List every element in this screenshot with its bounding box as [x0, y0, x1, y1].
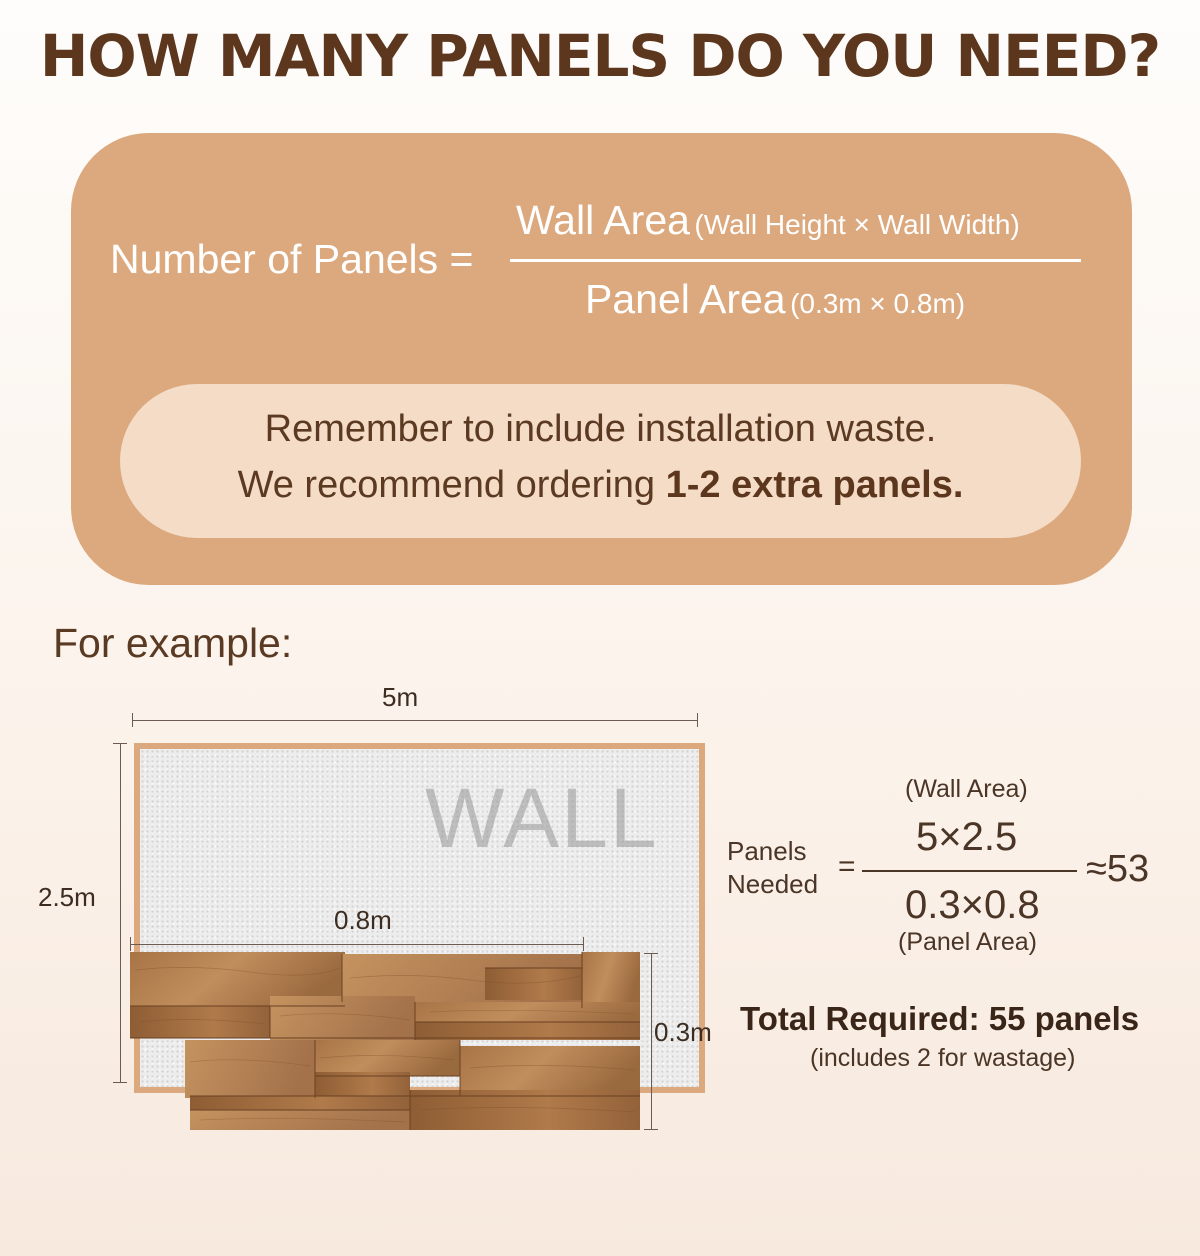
note-line-2-prefix: We recommend ordering	[237, 464, 666, 506]
page-title: HOW MANY PANELS DO YOU NEED?	[39, 22, 1161, 90]
calc-fraction-bar	[862, 870, 1077, 872]
height-dimension-tick-bottom	[113, 1082, 127, 1083]
height-dimension-line	[120, 743, 121, 1083]
panel-strip	[415, 1022, 640, 1040]
panel-height-dimension-line	[651, 953, 652, 1130]
panel-strip	[460, 1046, 640, 1096]
panel-height-tick-top	[644, 953, 658, 954]
formula-numerator	[516, 197, 1096, 244]
note-line-1: Remember to include installation waste.	[264, 408, 937, 450]
panel-strip	[130, 1006, 270, 1038]
note-line-2-bold: 1-2 extra panels.	[665, 464, 964, 506]
wood-panel-illustration	[130, 950, 640, 1130]
waste-note	[120, 384, 1081, 538]
panel-strip	[190, 1110, 410, 1130]
width-dimension-line	[132, 720, 698, 721]
calc-denominator: 0.3×0.8	[905, 883, 1040, 927]
formula-lhs: Number of Panels =	[110, 236, 474, 282]
panels-needed-label	[727, 835, 818, 901]
panel-width-dimension-line	[130, 944, 584, 945]
calc-result: ≈53	[1086, 848, 1150, 890]
panel-width-label: 0.8m	[334, 905, 392, 935]
wall-text: WALL	[425, 771, 659, 865]
denominator-note: (0.3m × 0.8m)	[790, 288, 966, 319]
fraction-bar	[510, 259, 1081, 262]
panel-strip	[582, 952, 640, 1008]
denominator-main: Panel Area	[585, 276, 786, 322]
note-line-2	[120, 464, 1081, 507]
panel-height-tick-bottom	[644, 1129, 658, 1130]
wall-width-label: 5m	[382, 682, 419, 712]
calc-numerator: 5×2.5	[916, 815, 1018, 859]
panel-height-label: 0.3m	[654, 1017, 712, 1047]
numerator-note: (Wall Height × Wall Width)	[694, 209, 1020, 240]
equals-sign: =	[838, 850, 856, 883]
panel-width-tick-left	[130, 937, 131, 951]
width-dimension-tick-left	[132, 713, 133, 727]
panels-needed-line-2: Needed	[727, 869, 819, 899]
panel-strip	[485, 968, 583, 1000]
panels-needed-line-1: Panels	[727, 836, 807, 866]
example-label: For example:	[53, 620, 293, 666]
wall-area-caption: (Wall Area)	[905, 775, 1028, 803]
wall-height-label: 2.5m	[38, 882, 96, 912]
formula-denominator	[585, 276, 1085, 323]
height-dimension-tick-top	[113, 743, 127, 744]
total-required: Total Required: 55 panels	[740, 1000, 1140, 1037]
width-dimension-tick-right	[697, 713, 698, 727]
panel-strip	[185, 1040, 315, 1098]
numerator-main: Wall Area	[516, 197, 690, 243]
panel-area-caption: (Panel Area)	[898, 928, 1037, 956]
total-note: (includes 2 for wastage)	[810, 1044, 1076, 1072]
panel-width-tick-right	[583, 937, 584, 951]
